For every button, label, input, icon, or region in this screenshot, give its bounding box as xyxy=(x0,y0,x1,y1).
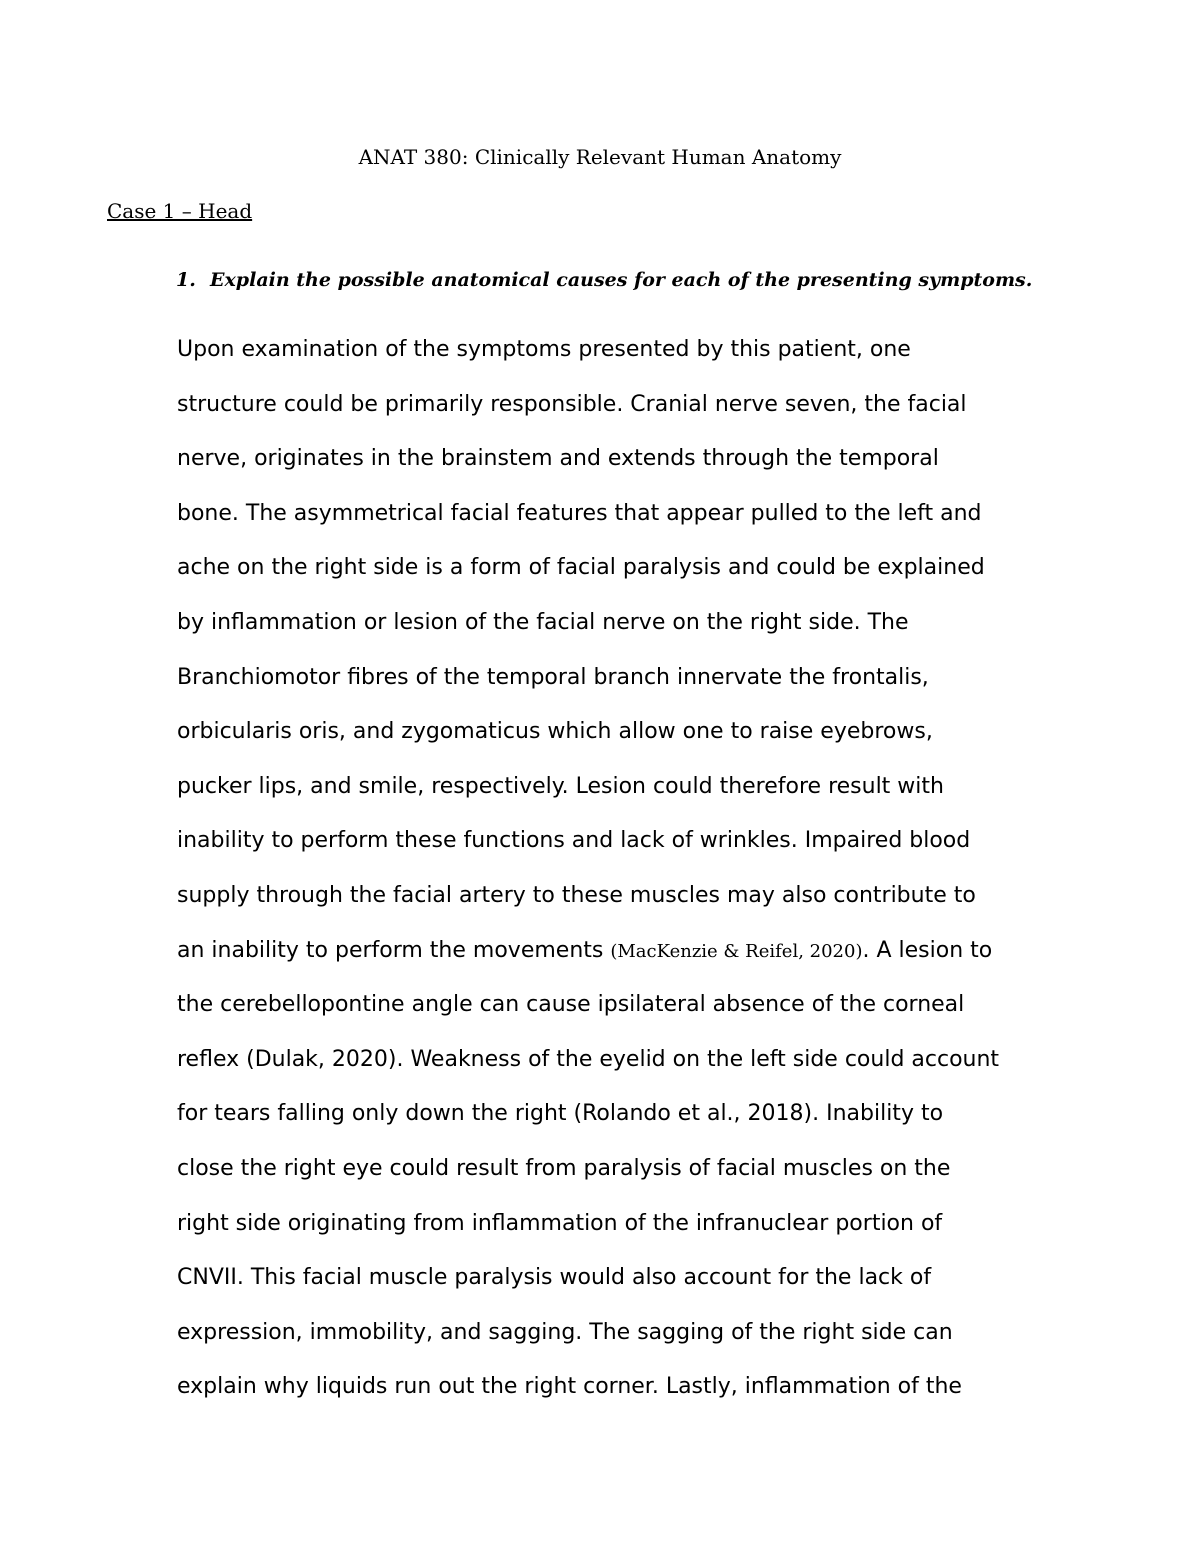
question-1 xyxy=(176,267,1032,293)
answer-line: Upon examination of the symptoms presented by this patient, one xyxy=(177,337,911,362)
answer-line: supply through the facial artery to these muscles may also contribute to xyxy=(177,882,976,908)
answer-line: right side originating from inflammation of the infranuclear portion of xyxy=(177,1210,943,1236)
question-number: 1. xyxy=(176,269,196,291)
answer-line: explain why liquids run out the right corner. Lastly, inflammation of the xyxy=(177,1374,962,1400)
answer-line: for tears falling only down the right (Rolando et al., 2018). Inability to xyxy=(177,1101,944,1127)
answer-line: bone. The asymmetrical facial features that appear pulled to the left and xyxy=(177,500,982,526)
answer-line: orbicularis oris, and zygomaticus which allow one to raise eyebrows, xyxy=(177,719,933,745)
answer-line: Branchiomotor fibres of the temporal branch innervate the frontalis, xyxy=(177,664,929,690)
answer-line: nerve, originates in the brainstem and extends through the temporal xyxy=(177,446,939,472)
document-title: ANAT 380: Clinically Relevant Human Anatomy xyxy=(358,145,842,169)
answer-line: CNVII. This facial muscle paralysis would also account for the lack of xyxy=(177,1265,932,1291)
answer-line-text-before: an inability to perform the movements xyxy=(177,937,611,963)
answer-line: structure could be primarily responsible. Cranial nerve seven, the facial xyxy=(177,391,967,417)
answer-line: reflex (Dulak, 2020). Weakness of the eyelid on the left side could account xyxy=(177,1046,1000,1072)
citation-mackenzie-reifel: (MacKenzie & Reifel, 2020) xyxy=(610,940,863,962)
answer-line-with-citation xyxy=(177,924,1077,979)
question-text: Explain the possible anatomical causes for each of the presenting symptoms. xyxy=(210,269,1033,291)
answer-line: by inflammation or lesion of the facial nerve on the right side. The xyxy=(177,609,909,635)
answer-line: ache on the right side is a form of facial paralysis and could be explained xyxy=(177,555,985,581)
case-heading: Case 1 – Head xyxy=(107,199,253,223)
answer-line: pucker lips, and smile, respectively. Lesion could therefore result with xyxy=(177,773,944,799)
answer-line: inability to perform these functions and lack of wrinkles. Impaired blood xyxy=(177,828,971,854)
answer-line: the cerebellopontine angle can cause ipsilateral absence of the corneal xyxy=(177,992,965,1018)
answer-paragraph xyxy=(177,323,1077,1415)
answer-line: close the right eye could result from paralysis of facial muscles on the xyxy=(177,1155,951,1181)
answer-line-text-after: . A lesion to xyxy=(862,937,993,963)
answer-line: expression, immobility, and sagging. The sagging of the right side can xyxy=(177,1319,953,1345)
